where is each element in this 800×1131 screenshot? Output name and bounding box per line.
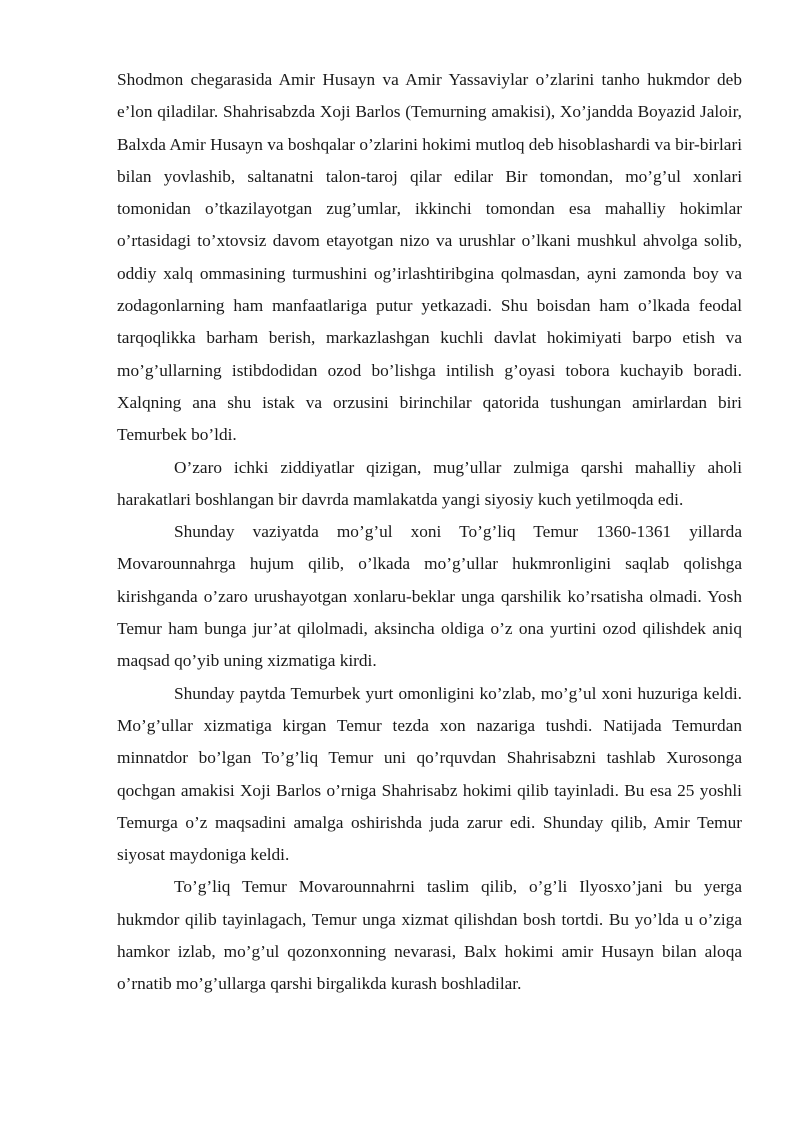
paragraph-2: O’zaro ichki ziddiyatlar qizigan, mug’ullar zulmiga qarshi mahalliy aholi harakatlari boshlangan bir davrda mamlakatda yangi siyosiy kuch yetilmoqda edi. (117, 457, 742, 509)
paragraph-4: Shunday paytda Temurbek yurt omonligini ko’zlab, mo’g’ul xoni huzuriga keldi. Mo’g’ullar xizmatiga kirgan Temur tezda xon nazariga tushdi. Natijada Temurdan minnatdor bo’lgan To’g’liq Temur uni qo’rquvdan Shahrisabzni tashlab Xurosonga qochgan amakisi Xoji Barlos o’rniga Shahrisabz hokimi qilib tayinladi. Bu esa 25 yoshli Temurga o’z maqsadini amalga oshirishda juda zarur edi. Shunday qilib, Amir Temur siyosat maydoniga keldi. (117, 683, 742, 865)
paragraph-1: Shodmon chegarasida Amir Husayn va Amir Yassaviylar o’zlarini tanho hukmdor deb e’lon qiladilar. Shahrisabzda Xoji Barlos (Temurning amakisi), Xo’jandda Boyazid Jaloir, Balxda Amir Husayn va boshqalar o’zlarini hokimi mutloq deb hisoblashardi va bir-birlari bilan yovlashib, saltanatni talon-taroj qilar edilar Bir tomondan, mo’g’ul xonlari tomonidan o’tkazilayotgan zug’umlar, ikkinchi tomondan esa mahalliy hokimlar o’rtasidagi to’xtovsiz davom etayotgan nizo va urushlar o’lkani mushkul ahvolga solib, oddiy xalq ommasining turmushini og’irlashtiribgina qolmasdan, ayni zamonda boy va zodagonlarning ham manfaatlariga putur yetkazadi. Shu boisdan ham o’lkada feodal tarqoqlikka barham berish, markazlashgan kuchli davlat hokimiyati barpo etish va mo’g’ullarning istibdodidan ozod bo’lishga intilish g’oyasi tobora kuchayib boradi. Xalqning ana shu istak va orzusini birinchilar qatorida tushungan amirlardan biri Temurbek bo’ldi. (117, 70, 743, 445)
document-page (117, 64, 742, 1001)
paragraph-3: Shunday vaziyatda mo’g’ul xoni To’g’liq Temur 1360-1361 yillarda Movarounnahrga hujum qilib, o’lkada mo’g’ullar hukmronligini saqlab qolishga kirishganda o’zaro urushayotgan xonlaru-beklar unga qarshilik ko’rsatisha olmadi. Yosh Temur ham bunga jur’at qilolmadi, aksincha oldiga o’z ona yurtini ozod qilishdek aniq maqsad qo’yib uning xizmatiga kirdi. (117, 522, 742, 671)
paragraph-5: To’g’liq Temur Movarounnahrni taslim qilib, o’g’li Ilyosxo’jani bu yerga hukmdor qilib tayinlagach, Temur unga xizmat qilishdan bosh tortdi. Bu yo’lda u o’ziga hamkor izlab, mo’g’ul qozonxonning nevarasi, Balx hokimi amir Husayn bilan aloqa o’rnatib mo’g’ullarga qarshi birgalikda kurash boshladilar. (117, 877, 742, 994)
